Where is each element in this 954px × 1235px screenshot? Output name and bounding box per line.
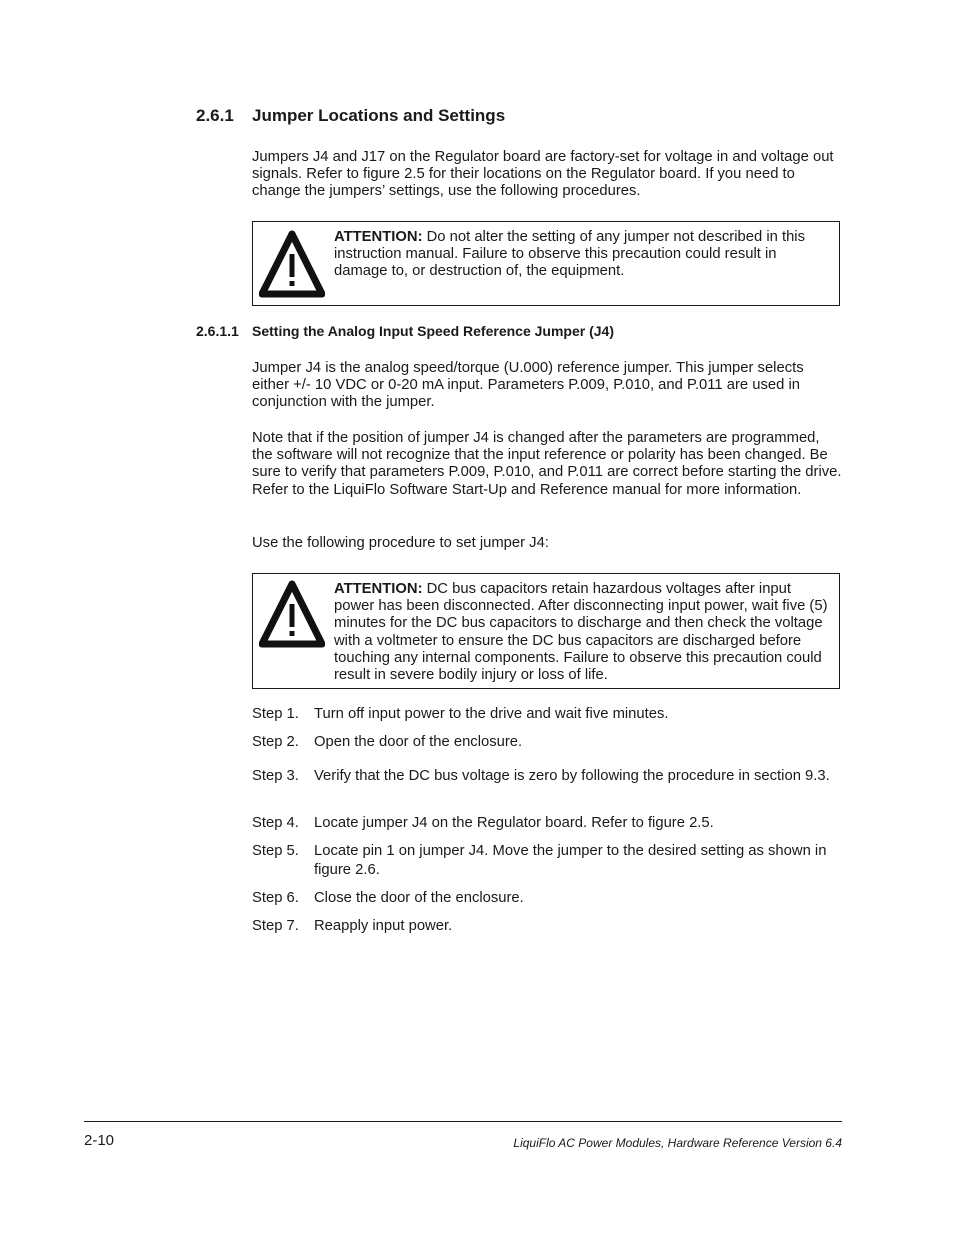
attention-label-2: ATTENTION: xyxy=(334,581,423,597)
section-heading xyxy=(196,106,505,126)
section-number: 2.6.1 xyxy=(196,106,234,125)
section-title: Jumper Locations and Settings xyxy=(252,106,506,125)
step-text: Locate jumper J4 on the Regulator board. Refer to figure 2.5. xyxy=(314,815,714,831)
subsection-number: 2.6.1.1 xyxy=(196,323,239,339)
paragraph-3: Use the following procedure to set jumper J4: xyxy=(252,535,549,551)
step-text: Open the door of the enclosure. xyxy=(314,734,523,750)
warning-triangle-icon xyxy=(259,230,325,298)
attention-body-1: Do not alter the setting of any jumper not described in this instruction manual. Failure to observe this precaution could result in damage to, or destruction of, the equipment. xyxy=(334,229,805,280)
step-text: Close the door of the enclosure. xyxy=(314,890,524,906)
step-label: Step 1. xyxy=(252,706,299,722)
paragraph-1: Jumper J4 is the analog speed/torque (U.000) reference jumper. This jumper selects either +/- 10 VDC or 0-20 mA input. Parameters P.009, P.010, and P.011 are used in conjunction with the jumper. xyxy=(252,360,804,411)
step-label: Step 2. xyxy=(252,734,299,750)
attention-box-1 xyxy=(252,221,840,306)
step-text: Verify that the DC bus voltage is zero by following the procedure in section 9.3. xyxy=(314,768,830,784)
paragraph-2: Note that if the position of jumper J4 is changed after the parameters are programmed, the software will not recognize that the input reference or polarity has been changed. Be sure to verify that parameters P.009, P.010, and P.011 are correct before starting the drive. Refer to the LiquiFlo Software Start-Up and Reference manual for more information. xyxy=(252,430,842,498)
step-label: Step 7. xyxy=(252,918,299,934)
step-label: Step 3. xyxy=(252,768,299,784)
step-label: Step 5. xyxy=(252,843,299,859)
step-text: Turn off input power to the drive and wait five minutes. xyxy=(314,706,669,722)
step-label: Step 4. xyxy=(252,815,299,831)
subsection-heading xyxy=(196,323,614,339)
attention-body-2: DC bus capacitors retain hazardous voltages after input power has been disconnected. After disconnecting input power, wait five (5) minutes for the DC bus capacitors to discharge and then check the voltage with a voltmeter to ensure the DC bus capacitors are discharged before touching any internal components. Failure to observe this precaution could result in severe bodily injury or loss of life. xyxy=(334,581,828,684)
page-number: 2-10 xyxy=(84,1132,115,1149)
intro-paragraph: Jumpers J4 and J17 on the Regulator board are factory-set for voltage in and voltage out signals. Refer to figure 2.5 for their locations on the Regulator board. If you need to change the jumpers’ settings, use the following procedures. xyxy=(252,149,834,200)
warning-triangle-icon xyxy=(259,580,325,648)
step-text: Reapply input power. xyxy=(314,918,453,934)
step-label: Step 6. xyxy=(252,890,299,906)
footer-rule xyxy=(84,1121,842,1122)
attention-label-1: ATTENTION: xyxy=(334,229,423,245)
subsection-title: Setting the Analog Input Speed Reference Jumper (J4) xyxy=(252,323,614,339)
attention-text-2 xyxy=(334,581,829,684)
attention-box-2 xyxy=(252,573,840,689)
attention-text-1 xyxy=(334,229,829,281)
footer-title: LiquiFlo AC Power Modules, Hardware Reference Version 6.4 xyxy=(513,1136,842,1150)
step-text: Locate pin 1 on jumper J4. Move the jumper to the desired setting as shown in figure 2.6. xyxy=(314,843,827,878)
